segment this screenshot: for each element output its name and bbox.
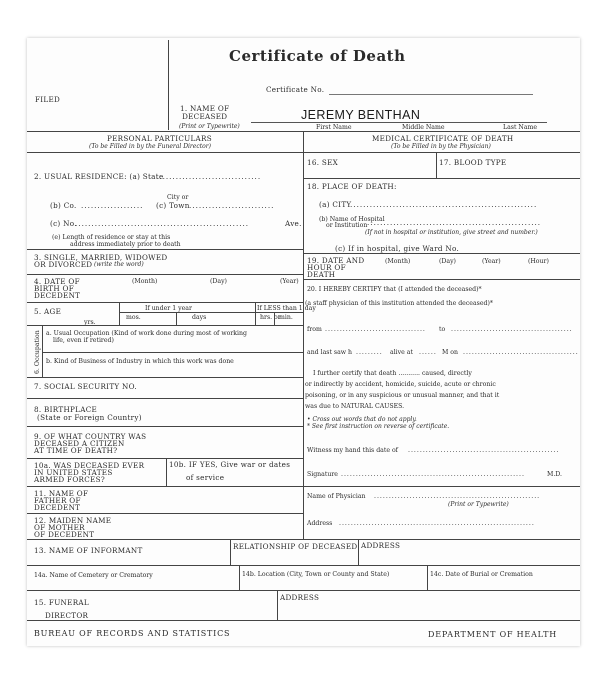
marital-status-note: (write the word) <box>94 261 144 268</box>
hospital-label-2: or Institution <box>326 222 368 229</box>
signature-dots: .............................................................. <box>341 471 525 478</box>
rule-marital <box>27 274 303 275</box>
length-residence-label: (e) Length of residence or stay at this <box>52 234 171 241</box>
business-label: b. Kind of Business of Industry in which this work was done <box>46 358 234 365</box>
father-name-label: 11. NAME OF <box>34 489 89 498</box>
informant-address-label: ADDRESS <box>361 541 401 550</box>
medical-certificate-title: MEDICAL CERTIFICATE OF DEATH <box>372 134 514 143</box>
name-note: (Print or Typewrite) <box>179 123 240 130</box>
header-divider <box>168 40 169 130</box>
cross-out-note: • Cross out words that do not apply. <box>307 416 417 423</box>
rule-father <box>27 513 303 514</box>
certify-line-2: (a staff physician of this institution attended the deceased)* <box>305 300 493 307</box>
relationship-label: RELATIONSHIP OF DECEASED <box>233 542 358 551</box>
from-label: from <box>307 326 322 333</box>
date-hour-label-2: HOUR OF <box>307 263 346 272</box>
occupation-divider <box>42 325 43 377</box>
age-divider-4 <box>274 312 275 325</box>
mother-name-label-3: OF DECEDENT <box>34 530 95 539</box>
birthplace-note: (State or Foreign Country) <box>37 413 142 422</box>
further-certify-line-1: I further certify that death ........... caused, directly <box>313 370 472 377</box>
last-saw-dots: ......... <box>356 349 383 356</box>
decedent-name: JEREMY BENTHAN <box>301 108 421 122</box>
cemetery-label: 14a. Name of Cemetery or Crematory <box>34 572 153 579</box>
rule-birthplace <box>27 426 303 427</box>
informant-label: 13. NAME OF INFORMANT <box>34 546 143 555</box>
medical-certificate-note: (To be Filled in by the Physician) <box>391 143 491 150</box>
citizenship-label: 9. OF WHAT COUNTRY WAS <box>34 432 147 441</box>
armed-forces-divider <box>166 458 167 486</box>
usual-occupation-label-2: life, even if retired) <box>53 337 114 344</box>
hospital-dots: ..................................................... <box>367 218 542 227</box>
rule-occupation <box>27 377 303 378</box>
certify-line-1: 20. I HEREBY CERTIFY that (I attended the deceased)* <box>307 286 482 293</box>
physician-name-label: Name of Physician <box>307 493 366 500</box>
rule-date-hour <box>303 279 580 280</box>
death-hour-label: (Hour) <box>528 258 549 265</box>
further-certify-line-2: or indirectly by accident, homicide, suicide, acute or chronic <box>305 381 496 388</box>
dob-label: 4. DATE OF <box>34 277 80 286</box>
war-service-label-2: of service <box>186 473 225 482</box>
father-name-label-3: DECEDENT <box>34 503 81 512</box>
physician-name-dots: ........................................................ <box>374 493 541 500</box>
center-divider <box>303 131 304 539</box>
certificate-number-line <box>329 94 533 95</box>
father-name-label-2: FATHER OF <box>34 496 81 505</box>
mother-name-label: 12. MAIDEN NAME <box>34 516 112 525</box>
mother-name-label-2: OF MOTHER <box>34 523 85 532</box>
armed-forces-label-3: ARMED FORCES? <box>34 475 105 484</box>
certificate-number-label: Certificate No. <box>266 85 325 94</box>
town-label: (c) Town <box>156 201 190 210</box>
citizenship-label-3: AT TIME OF DEATH? <box>34 446 118 455</box>
middle-name-label: Middle Name <box>402 124 445 131</box>
personal-particulars-title: PERSONAL PARTICULARS <box>107 134 212 143</box>
ssn-label: 7. SOCIAL SECURITY NO. <box>34 382 137 391</box>
rule-residence <box>27 249 303 250</box>
birthplace-label: 8. BIRTHPLACE <box>34 405 98 414</box>
citizenship-label-2: DECEASED A CITIZEN <box>34 439 125 448</box>
armed-forces-label: 10a. WAS DECEASED EVER <box>34 461 145 470</box>
death-month-label: (Month) <box>385 258 411 265</box>
death-city-dots: ......................................................... <box>350 200 538 209</box>
dob-day-label: (Day) <box>210 278 227 285</box>
under-one-year-label: If under 1 year <box>145 305 192 312</box>
age-divider-3 <box>176 312 177 325</box>
street-no-label: (c) No. <box>50 219 77 228</box>
rule-main-bottom <box>27 539 580 540</box>
hospital-label: (b) Name of Hospital <box>319 216 385 223</box>
age-divider-1 <box>119 302 120 325</box>
armed-forces-label-2: IN UNITED STATES <box>34 468 113 477</box>
county-label: (b) Co. <box>50 201 77 210</box>
death-day-label: (Day) <box>439 258 456 265</box>
funeral-address-label: ADDRESS <box>280 593 320 602</box>
burial-date-label: 14c. Date of Burial or Cremation <box>430 571 533 578</box>
further-certify-line-3: poisoning, or in any suspicious or unusual manner, and that it <box>305 392 500 399</box>
city-or-label: City or <box>167 194 189 201</box>
rule-funeral <box>27 620 580 621</box>
alive-at-label: alive at <box>390 349 413 356</box>
ave-label: Ave. <box>285 219 302 228</box>
witness-dots: ................................................... <box>408 447 560 454</box>
age-years-label: yrs. <box>84 319 96 326</box>
cemetery-divider <box>239 565 240 590</box>
first-name-label: First Name <box>316 124 352 131</box>
sex-label: 16. SEX <box>307 158 339 167</box>
informant-divider <box>230 539 231 565</box>
section-header-rule <box>27 152 580 153</box>
date-hour-label-3: DEATH <box>307 270 336 279</box>
rule-signature <box>303 486 580 487</box>
rule-cemetery <box>27 590 580 591</box>
relationship-divider <box>358 539 359 565</box>
dob-year-label: (Year) <box>280 278 299 285</box>
rule-age <box>27 325 303 326</box>
rule-armed-forces <box>27 486 303 487</box>
personal-particulars-note: (To be Filled in by the Funeral Director) <box>89 143 211 150</box>
physician-address-dots: .................................................................. <box>339 520 535 527</box>
months-label: mos. <box>126 314 141 321</box>
name-line <box>251 122 547 123</box>
physician-print-note: (Print or Typewrite) <box>448 501 509 508</box>
street-dots: ..................................................... <box>75 219 250 228</box>
certificate-title: Certificate of Death <box>229 47 406 65</box>
less-than-day-label: If LESS than 1 day <box>257 305 316 312</box>
last-name-label: Last Name <box>503 124 538 131</box>
marital-status-label-2: OR DIVORCED <box>34 260 93 269</box>
ward-label: (c) If in hospital, give Ward No. <box>335 244 460 253</box>
md-label: M.D. <box>547 471 563 478</box>
funeral-director-label-2: DIRECTOR <box>45 611 89 620</box>
bureau-footer: BUREAU OF RECORDS AND STATISTICS <box>34 629 231 638</box>
signature-label: Signature <box>307 471 338 478</box>
death-city-label: (a) CITY <box>319 200 352 209</box>
sex-blood-divider <box>436 152 437 178</box>
death-year-label: (Year) <box>482 258 501 265</box>
rule-ssn <box>27 398 303 399</box>
occupation-side-label: 6. Occupation <box>34 330 41 374</box>
rule-sex <box>303 178 580 179</box>
rule-dob <box>27 302 303 303</box>
see-instruction-note: * See first instruction on reverse of certificate. <box>307 423 450 430</box>
minutes-label: min. <box>279 314 293 321</box>
from-dots: .................................. <box>325 326 426 333</box>
state-dots: ................................ <box>156 172 262 181</box>
rule-citizenship <box>27 458 303 459</box>
filed-label: FILED <box>35 95 61 104</box>
county-dots: ................... <box>81 201 144 210</box>
name-label: 1. NAME OF DECEASED <box>180 104 230 121</box>
war-service-label: 10b. IF YES, Give war or dates <box>169 460 291 469</box>
funeral-divider <box>277 590 278 620</box>
m-on-label: M on <box>442 349 459 356</box>
further-certify-line-4: was due to NATURAL CAUSES. <box>305 403 405 410</box>
death-certificate <box>27 38 580 646</box>
age-subrule <box>119 312 303 313</box>
department-footer: DEPARTMENT OF HEALTH <box>428 630 558 639</box>
alive-at-dots: ...... <box>419 349 437 356</box>
m-on-dots: ....................................... <box>463 349 579 356</box>
hours-label: hrs. or <box>260 314 281 321</box>
last-saw-label: and last saw h <box>307 349 353 356</box>
blood-type-label: 17. BLOOD TYPE <box>439 158 507 167</box>
dob-label-3: DECEDENT <box>34 291 81 300</box>
age-divider-2 <box>255 302 256 325</box>
dob-month-label: (Month) <box>132 278 158 285</box>
witness-label: Witness my hand this date of <box>307 447 398 454</box>
rule-place <box>303 253 580 254</box>
usual-occupation-label: a. Usual Occupation (Kind of work done during most of working <box>46 330 247 337</box>
residence-label: 2. USUAL RESIDENCE: (a) State <box>34 172 164 181</box>
days-label: days <box>192 314 207 321</box>
physician-address-label: Address <box>307 520 333 527</box>
rule-informant <box>27 565 580 566</box>
town-dots: .......................... <box>189 201 275 210</box>
marital-status-label: 3. SINGLE, MARRIED, WIDOWED <box>34 253 168 262</box>
length-residence-label-2: address immediately prior to death <box>70 241 181 248</box>
date-hour-label: 19. DATE AND <box>307 256 365 265</box>
location-divider <box>427 565 428 590</box>
to-dots: ......................................... <box>451 326 573 333</box>
location-label: 14b. Location (City, Town or County and State) <box>242 571 390 578</box>
place-of-death-label: 18. PLACE OF DEATH: <box>307 182 397 191</box>
to-label: to <box>439 326 446 333</box>
hospital-note: (If not in hospital or institution, give street and number.) <box>365 229 538 236</box>
funeral-director-label: 15. FUNERAL <box>34 598 89 607</box>
rule-occupation-a <box>42 352 303 353</box>
dob-label-2: BIRTH OF <box>34 284 75 293</box>
age-label: 5. AGE <box>34 307 62 316</box>
